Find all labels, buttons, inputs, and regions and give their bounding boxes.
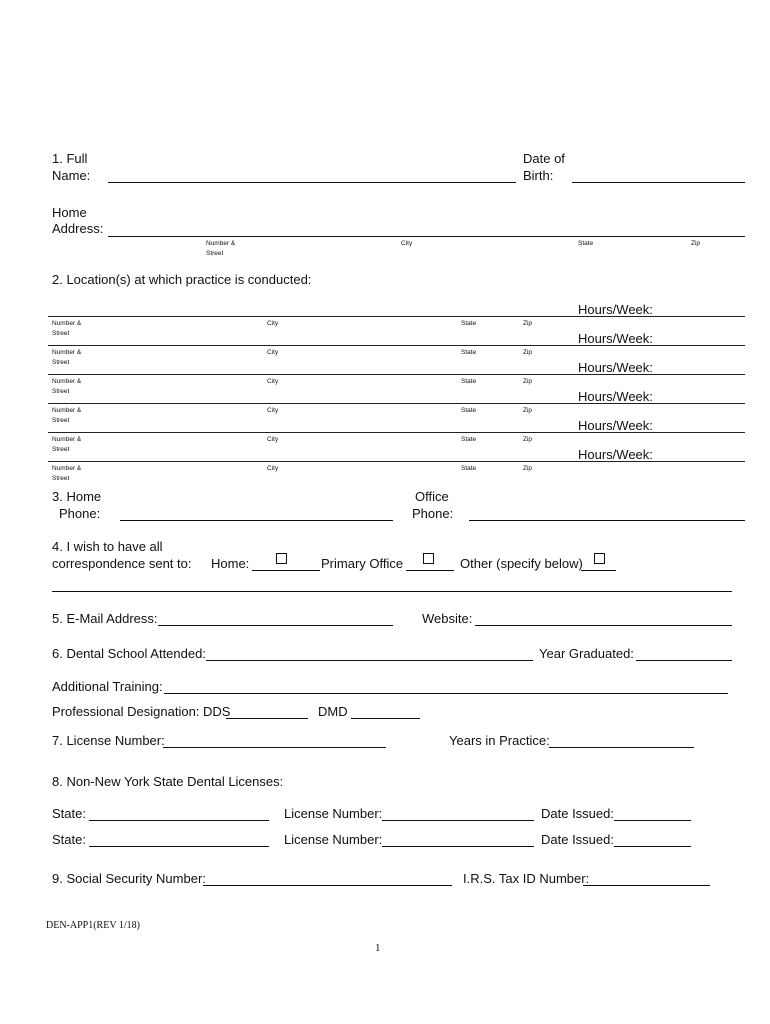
date-issued-label: Date Issued: [541,806,614,821]
location-line[interactable] [48,316,745,317]
practice-locations-heading: 2. Location(s) at which practice is conducted: [52,272,312,287]
email-field[interactable] [158,625,393,626]
dob-label-2: Birth: [523,168,554,183]
hours-week-label: Hours/Week: [578,360,653,375]
address-zip-caption: Zip [691,240,701,247]
location-line[interactable] [48,461,745,462]
other-option-label: Other (specify below) [460,556,583,571]
dmd-label: DMD [318,704,348,719]
location-state-caption: State [461,349,477,356]
dental-school-field[interactable] [206,660,533,661]
state-field[interactable] [89,820,269,821]
location-zip-caption: Zip [523,320,533,327]
website-label: Website: [422,611,473,626]
hours-week-label: Hours/Week: [578,302,653,317]
home-option-label: Home: [211,556,250,571]
hours-week-label: Hours/Week: [578,389,653,404]
location-number-caption: Number & [52,465,82,472]
other-license-number-field[interactable] [382,846,534,847]
form-id: DEN-APP1(REV 1/18) [46,920,140,931]
tax-id-field[interactable] [583,885,710,886]
office-phone-label-2: Phone: [412,506,454,521]
correspondence-label-2: correspondence sent to: [52,556,192,571]
location-line[interactable] [48,345,745,346]
correspondence-label: 4. I wish to have all [52,539,163,554]
date-issued-field[interactable] [614,846,691,847]
additional-training-label: Additional Training: [52,679,163,694]
location-city-caption: City [267,349,279,356]
full-name-label: 1. Full [52,151,88,166]
address-city-caption: City [401,240,413,247]
dmd-field[interactable] [351,718,420,719]
other-checkbox[interactable] [594,553,605,564]
location-street-caption: Street [52,330,70,337]
other-license-number-field[interactable] [382,820,534,821]
dental-school-label: 6. Dental School Attended: [52,646,206,661]
location-zip-caption: Zip [523,378,533,385]
location-state-caption: State [461,407,477,414]
non-ny-licenses-heading: 8. Non-New York State Dental Licenses: [52,774,284,789]
dds-field[interactable] [226,718,308,719]
location-street-caption: Street [52,446,70,453]
location-number-caption: Number & [52,407,82,414]
other-option-line [581,570,616,571]
full-name-field[interactable] [108,182,516,183]
location-number-caption: Number & [52,349,82,356]
location-state-caption: State [461,465,477,472]
location-zip-caption: Zip [523,465,533,472]
hours-week-label: Hours/Week: [578,447,653,462]
page-number: 1 [375,942,381,954]
date-issued-label: Date Issued: [541,832,614,847]
address-state-caption: State [578,240,594,247]
location-city-caption: City [267,436,279,443]
location-street-caption: Street [52,388,70,395]
other-specify-field[interactable] [52,591,732,592]
location-zip-caption: Zip [523,407,533,414]
location-line[interactable] [48,432,745,433]
location-number-caption: Number & [52,378,82,385]
years-in-practice-field[interactable] [549,747,694,748]
other-license-number-label: License Number: [284,832,383,847]
location-number-caption: Number & [52,320,82,327]
full-name-label-2: Name: [52,168,91,183]
location-street-caption: Street [52,359,70,366]
email-label: 5. E-Mail Address: [52,611,158,626]
home-phone-label-2: Phone: [59,506,101,521]
address-street-caption: Street [206,250,224,257]
location-city-caption: City [267,320,279,327]
location-number-caption: Number & [52,436,82,443]
years-in-practice-label: Years in Practice: [449,733,550,748]
ssn-field[interactable] [203,885,452,886]
location-line[interactable] [48,403,745,404]
location-zip-caption: Zip [523,349,533,356]
additional-training-field[interactable] [164,693,728,694]
primary-office-option-line [406,570,454,571]
home-address-label-2: Address: [52,221,104,236]
year-graduated-label: Year Graduated: [539,646,634,661]
location-line[interactable] [48,374,745,375]
location-state-caption: State [461,378,477,385]
location-city-caption: City [267,407,279,414]
ssn-label: 9. Social Security Number: [52,871,206,886]
home-phone-label: 3. Home [52,489,102,504]
location-street-caption: Street [52,417,70,424]
home-phone-field[interactable] [120,520,393,521]
location-city-caption: City [267,465,279,472]
dob-field[interactable] [572,182,745,183]
hours-week-label: Hours/Week: [578,331,653,346]
license-number-label: 7. License Number: [52,733,165,748]
location-state-caption: State [461,436,477,443]
location-street-caption: Street [52,475,70,482]
year-graduated-field[interactable] [636,660,732,661]
location-zip-caption: Zip [523,436,533,443]
primary-office-checkbox[interactable] [423,553,434,564]
dob-label: Date of [523,151,565,166]
home-address-label: Home [52,205,87,220]
primary-office-option-label: Primary Office [321,556,404,571]
license-number-field[interactable] [163,747,386,748]
home-address-field[interactable] [108,236,745,237]
home-checkbox[interactable] [276,553,287,564]
office-phone-field[interactable] [469,520,745,521]
tax-id-label: I.R.S. Tax ID Number: [463,871,590,886]
designation-label: Professional Designation: DDS [52,704,231,719]
address-number-caption: Number & [206,240,236,247]
location-city-caption: City [267,378,279,385]
other-license-number-label: License Number: [284,806,383,821]
location-state-caption: State [461,320,477,327]
state-field[interactable] [89,846,269,847]
office-phone-label: Office [415,489,449,504]
hours-week-label: Hours/Week: [578,418,653,433]
state-label: State: [52,832,86,847]
date-issued-field[interactable] [614,820,691,821]
state-label: State: [52,806,86,821]
website-field[interactable] [475,625,732,626]
home-option-line [252,570,320,571]
